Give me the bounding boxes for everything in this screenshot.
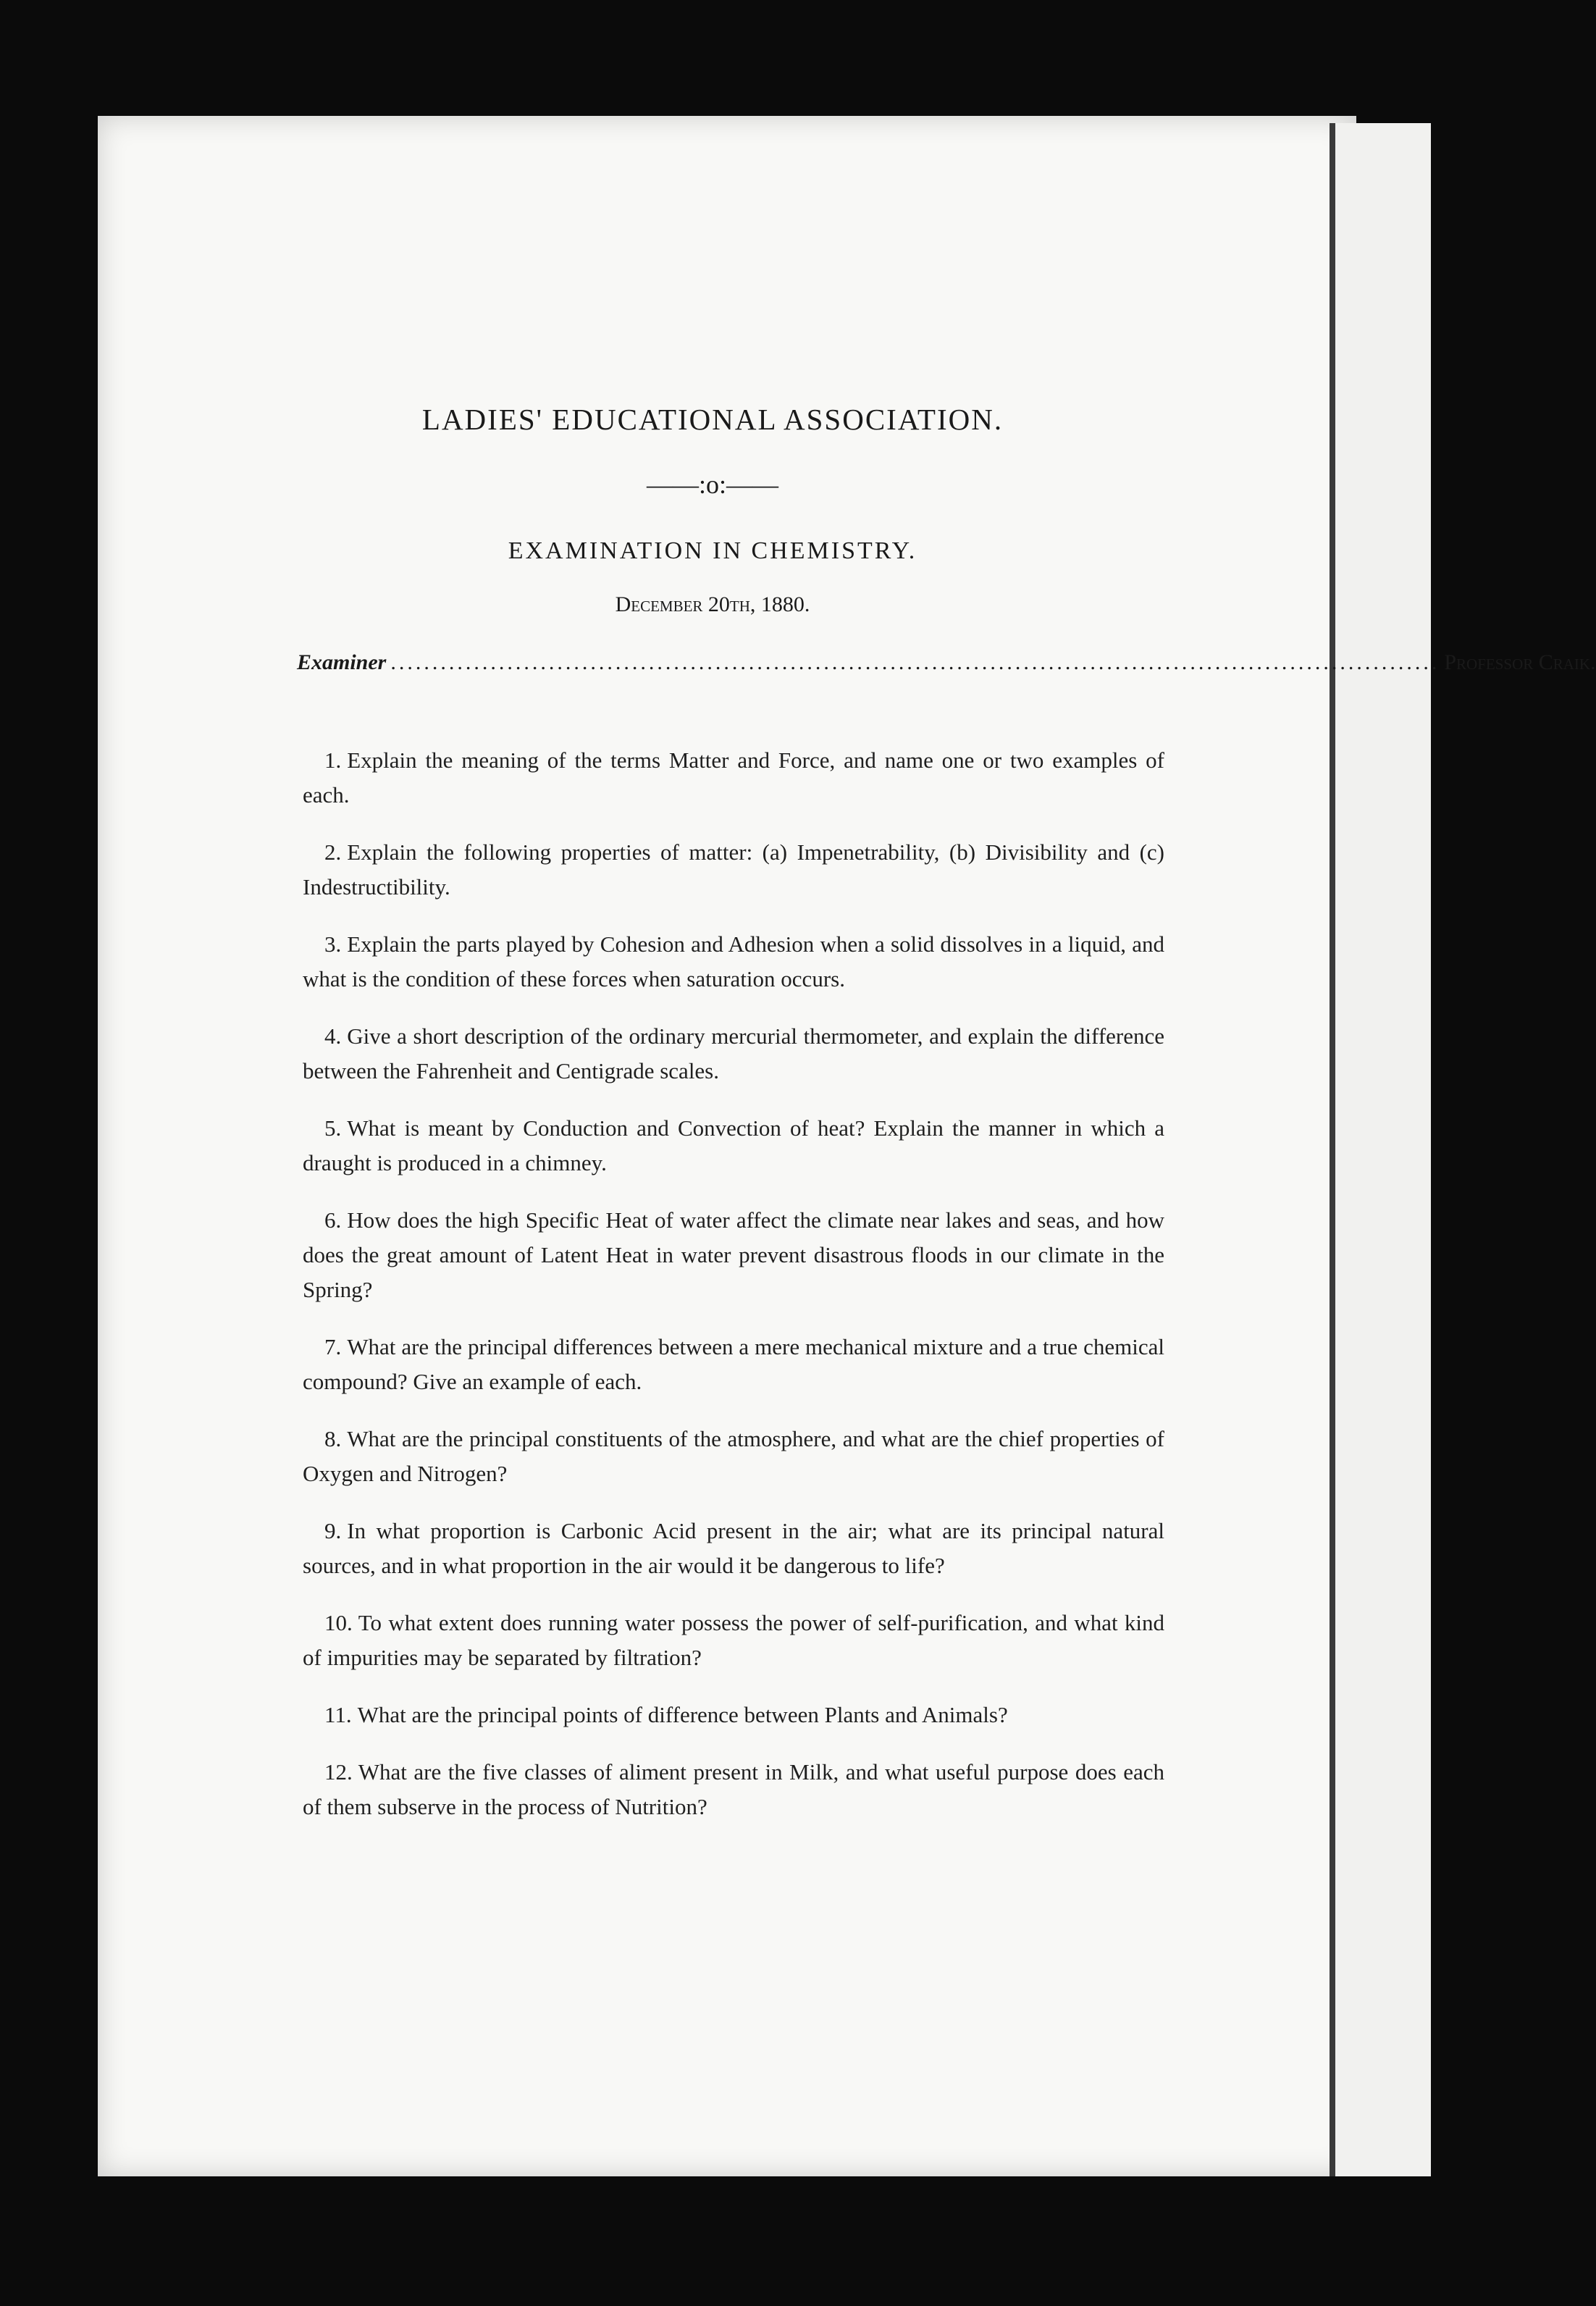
question-number: 9. bbox=[324, 1518, 342, 1543]
question-text: What are the principal constituents of the atmosphere, and what are the chief properties of Oxygen and Nitrogen? bbox=[303, 1426, 1164, 1486]
question-text: How does the high Specific Heat of water affect the climate near lakes and seas, and how does the great amount of Latent Heat in water prevent disastrous floods in our climate in the Spring? bbox=[303, 1207, 1164, 1302]
question-item bbox=[303, 1111, 1164, 1181]
examiner-line bbox=[297, 650, 1596, 675]
question-item bbox=[303, 1698, 1164, 1732]
question-number: 2. bbox=[324, 839, 342, 865]
question-text: Explain the parts played by Cohesion and Adhesion when a solid dissolves in a liquid, and what is the condition of these forces when saturation occurs. bbox=[303, 931, 1164, 991]
question-number: 3. bbox=[324, 931, 342, 957]
examiner-label: Examiner bbox=[297, 650, 387, 674]
question-number: 7. bbox=[324, 1334, 342, 1359]
question-item bbox=[303, 1422, 1164, 1491]
question-item bbox=[303, 835, 1164, 905]
question-item bbox=[303, 1203, 1164, 1307]
question-number: 6. bbox=[324, 1207, 342, 1233]
question-text: What are the five classes of aliment present in Milk, and what useful purpose does each of them subserve in the process of Nutrition? bbox=[303, 1759, 1164, 1819]
question-text: Explain the following properties of matter: (a) Impenetrability, (b) Divisibility and (c) Indestructibility. bbox=[303, 839, 1164, 900]
association-title: LADIES' EDUCATIONAL ASSOCIATION. bbox=[421, 403, 1004, 436]
question-number: 1. bbox=[324, 747, 342, 773]
question-number: 5. bbox=[324, 1115, 342, 1141]
question-text: Explain the meaning of the terms Matter and Force, and name one or two examples of each. bbox=[303, 747, 1164, 808]
question-number: 4. bbox=[324, 1023, 342, 1049]
question-text: Give a short description of the ordinary mercurial thermometer, and explain the difference between the Fahrenheit and Centigrade scales. bbox=[303, 1023, 1164, 1083]
question-text: What are the principal differences between a mere mechanical mixture and a true chemical compound? Give an example of each. bbox=[303, 1334, 1164, 1394]
question-number: 11. bbox=[324, 1702, 352, 1727]
question-item bbox=[303, 1330, 1164, 1399]
question-number: 12. bbox=[324, 1759, 353, 1785]
question-item bbox=[303, 1606, 1164, 1675]
question-text: In what proportion is Carbonic Acid present in the air; what are its principal natural sources, and in what proportion in the air would it be dangerous to life? bbox=[303, 1518, 1164, 1578]
title-divider: ——:o:—— bbox=[646, 470, 778, 499]
question-text: What are the principal points of difference between Plants and Animals? bbox=[357, 1702, 1008, 1727]
question-text: To what extent does running water possess the power of self-purification, and what kind of impurities may be separated by filtration? bbox=[303, 1610, 1164, 1670]
exam-date: December 20th, 1880. bbox=[615, 592, 810, 616]
question-item bbox=[303, 1019, 1164, 1089]
exam-title: EXAMINATION IN CHEMISTRY. bbox=[508, 537, 917, 564]
question-item bbox=[303, 927, 1164, 997]
question-item bbox=[303, 743, 1164, 813]
question-text: What is meant by Conduction and Convection of heat? Explain the manner in which a draught is produced in a chimney. bbox=[303, 1115, 1164, 1175]
question-list bbox=[303, 743, 1164, 1847]
question-number: 10. bbox=[324, 1610, 353, 1635]
question-number: 8. bbox=[324, 1426, 342, 1451]
examiner-name: Professor Craik. bbox=[1444, 650, 1596, 674]
examiner-leader-dots: .............................................................................................................................. bbox=[390, 650, 1440, 674]
question-item bbox=[303, 1514, 1164, 1583]
question-item bbox=[303, 1755, 1164, 1824]
